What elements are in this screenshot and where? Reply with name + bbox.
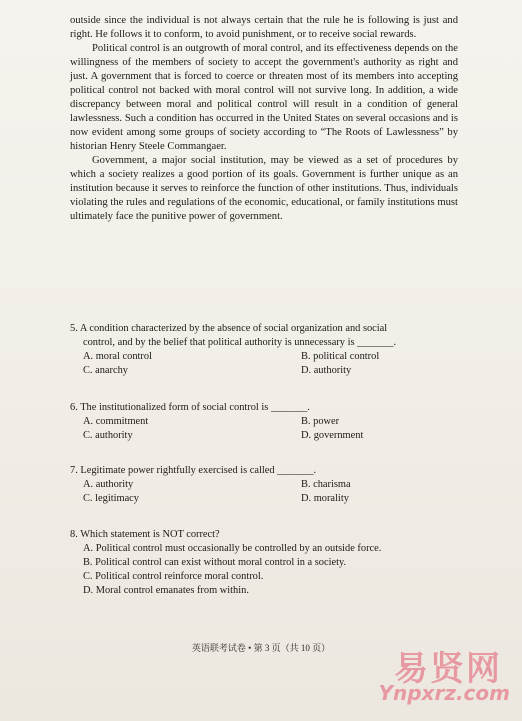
option-b[interactable]: B. political control (301, 351, 380, 362)
watermark-url: Ynpxrz.com (378, 681, 510, 705)
reading-passage (70, 14, 458, 224)
option-a[interactable]: A. moral control (83, 351, 152, 362)
site-watermark (360, 641, 510, 711)
passage-paragraph-3: Government, a major social institution, may be viewed as a set of procedures by which a society realizes a good portion of its goals. Government is further unique as an institution because it serves to reinforce the function of other institutions. Thus, individuals violating the rules and regulations of the economic, educational, or family institutions must ultimately face the punitive power of government. (70, 155, 458, 222)
watermark-chinese: 易贤网 (394, 649, 502, 689)
question-stem: 6. The institutionalized form of social control is _______. (70, 402, 310, 413)
option-list (83, 415, 470, 443)
question-stem-line-2: control, and by the belief that political authority is unnecessary is _______. (83, 337, 397, 348)
option-d[interactable]: D. morality (301, 493, 349, 504)
question-stem-line-1: 5. A condition characterized by the absence of social organization and social (70, 323, 388, 334)
option-a[interactable]: A. Political control must occasionally be controlled by an outside force. (83, 543, 382, 554)
option-d[interactable]: D. authority (301, 365, 352, 376)
passage-paragraph-2: Political control is an outgrowth of moral control, and its effectiveness depends on the willingness of the members of society to accept the government's authority as right and just. A government that is forced to coerce or threaten most of its members into accepting political control not backed with moral control will not survive long. In addition, a wide discrepancy between moral and political control will result in a condition of general lawlessness. Such a condition has occurred in the United States on several occasions and is now evident among some groups of society according to “The Roots of Lawlessness” by historian Henry Steele Commangaer. (70, 43, 458, 152)
question-stem (70, 322, 470, 350)
option-a[interactable]: A. commitment (83, 416, 149, 427)
question-8 (70, 528, 470, 598)
option-list (83, 478, 470, 506)
question-7 (70, 464, 470, 506)
option-c[interactable]: C. authority (83, 430, 133, 441)
option-list (83, 350, 470, 378)
question-5 (70, 322, 470, 378)
option-d[interactable]: D. Moral control emanates from within. (83, 585, 249, 596)
option-d[interactable]: D. government (301, 430, 364, 441)
passage-paragraph-1: outside since the individual is not always certain that the rule he is following is just and right. He follows it to conform, to avoid punishment, or to receive social rewards. (70, 15, 458, 40)
option-a[interactable]: A. authority (83, 479, 134, 490)
option-c[interactable]: C. anarchy (83, 365, 129, 376)
option-list (83, 542, 470, 598)
question-6 (70, 401, 470, 443)
option-c[interactable]: C. legitimacy (83, 493, 139, 504)
option-c[interactable]: C. Political control reinforce moral control. (83, 571, 264, 582)
option-b[interactable]: B. charisma (301, 479, 351, 490)
page-footer: 英语联考试卷 • 第 3 页（共 10 页） (191, 643, 331, 653)
question-stem: 8. Which statement is NOT correct? (70, 529, 220, 540)
question-stem: 7. Legitimate power rightfully exercised is called _______. (70, 465, 317, 476)
option-b[interactable]: B. power (301, 416, 340, 427)
option-b[interactable]: B. Political control can exist without moral control in a society. (83, 557, 347, 568)
